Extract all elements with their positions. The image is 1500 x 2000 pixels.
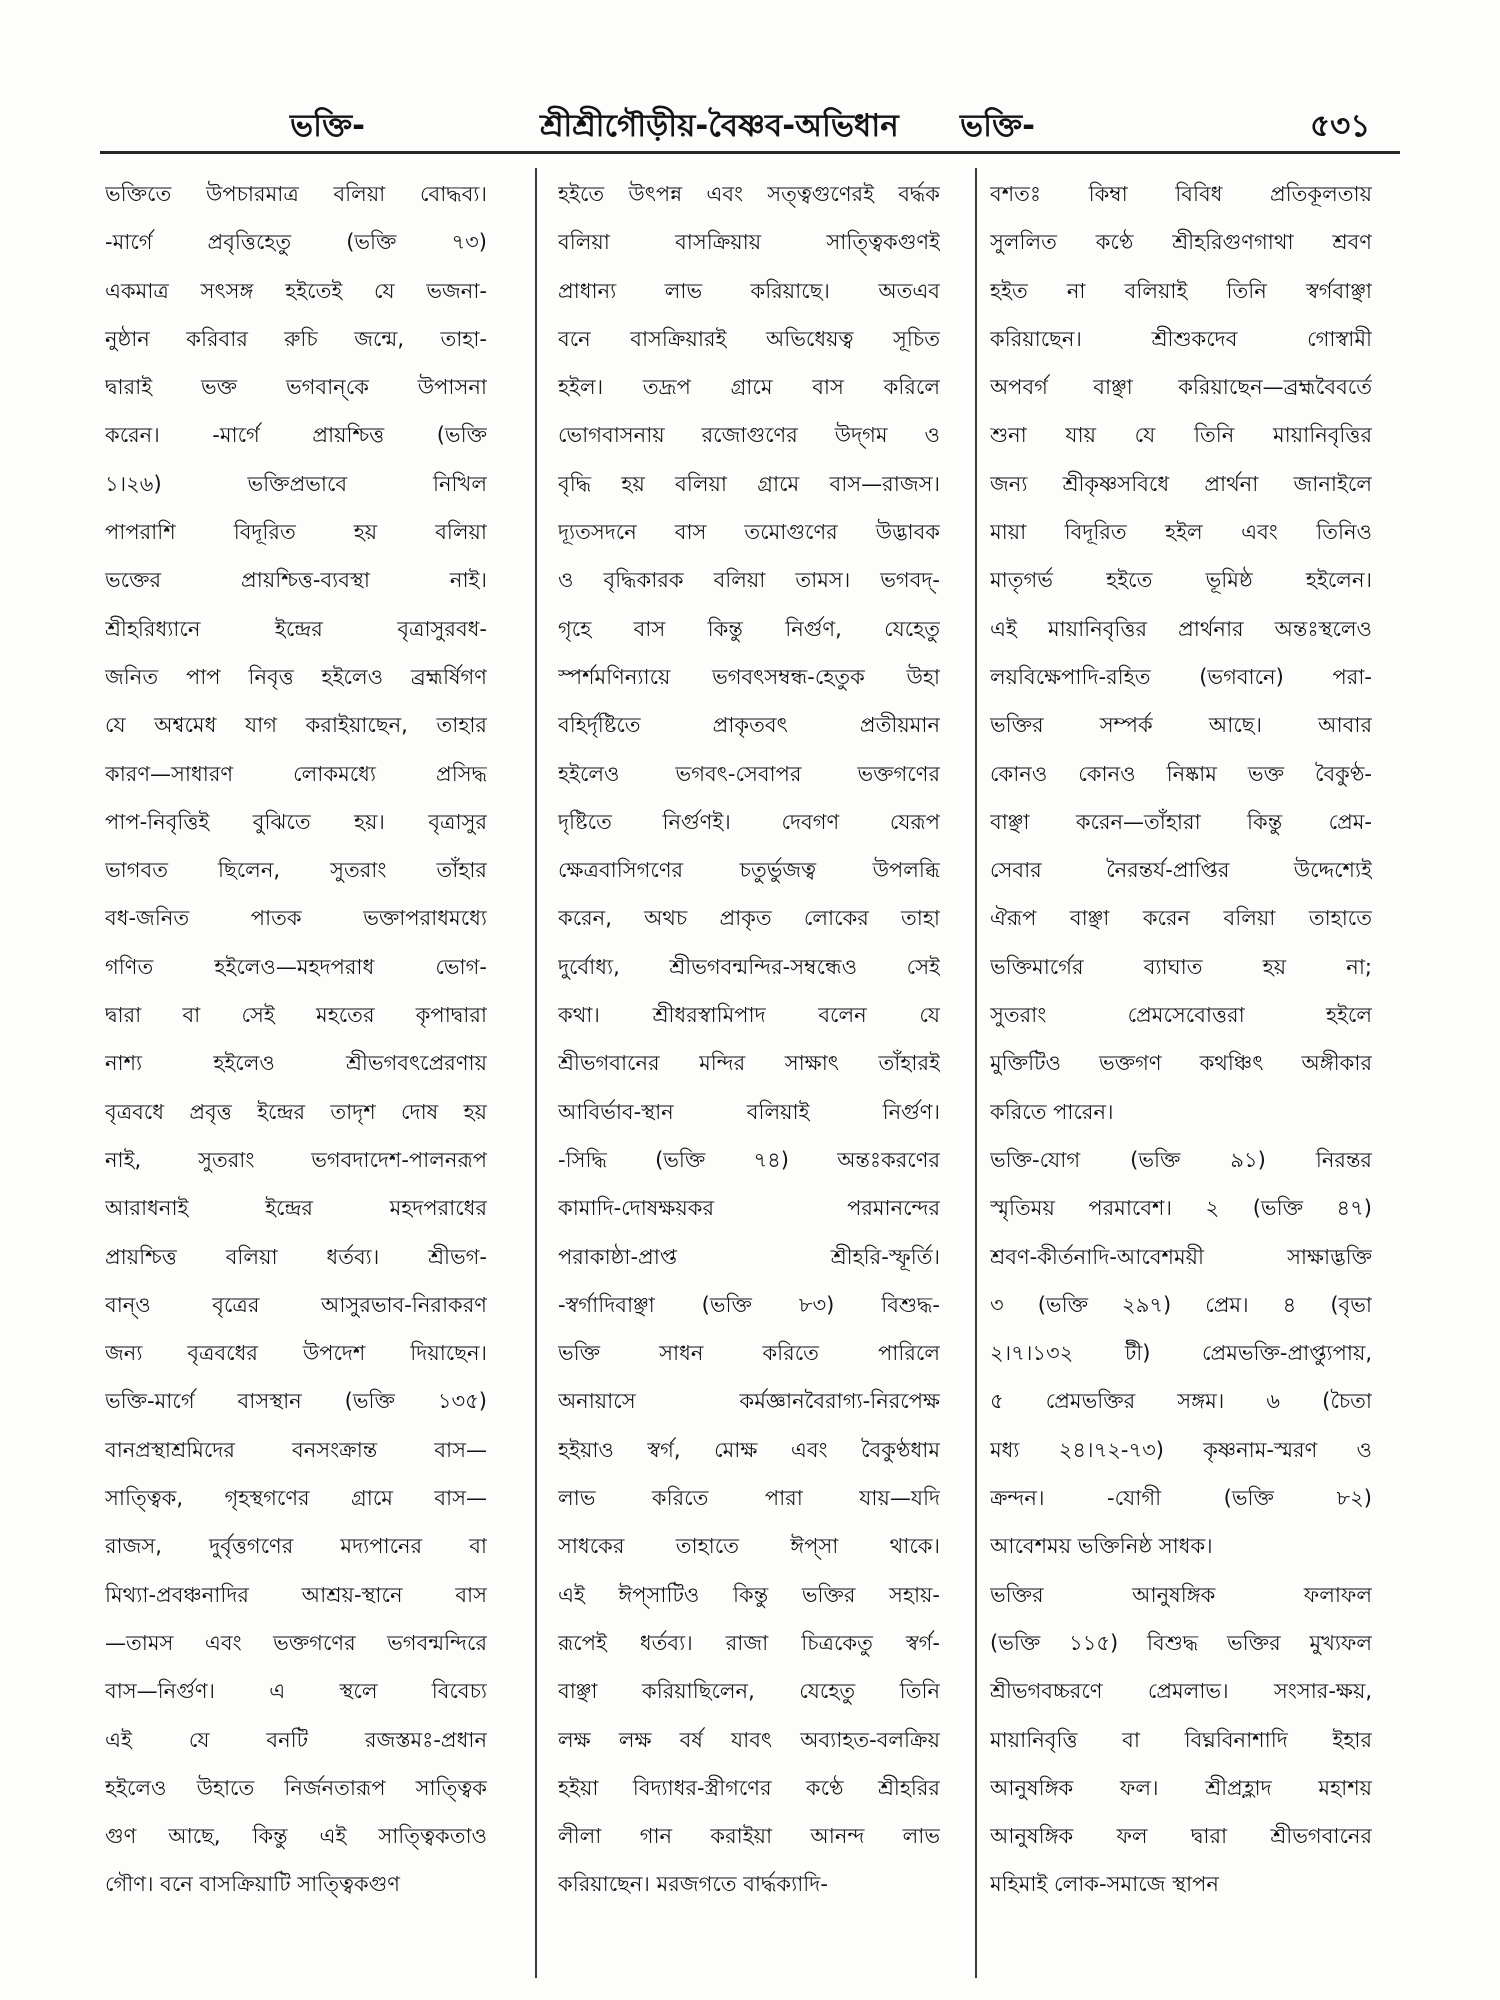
text-line: লাভ করিতে পারা যায়—যদি [558,1486,940,1511]
text-line: মধ্য ২৪।৭২-৭৩) কৃষ্ণনাম-স্মরণ ও [990,1437,1372,1462]
text-line: করিতে পারেন। [990,1099,1114,1124]
text-line: হইতে উৎপন্ন এবং সত্ত্বগুণেরই বর্দ্ধক [558,182,940,206]
text-line: নাশ্য হইলেও শ্রীভগবৎপ্রেরণায় [105,1051,487,1076]
text-line: হইলেও ভগবৎ-সেবাপর ভক্তগণের [558,761,940,786]
text-line: পাপরাশি বিদূরিত হয় বলিয়া [105,520,487,545]
text-line: করিয়াছেন। শ্রীশুকদেব গোস্বামী [990,326,1372,351]
text-line: দৃষ্টিতে নির্গুণই। দেবগণ যেরূপ [558,809,940,834]
page-header [90,88,1400,158]
text-line: মাতৃগর্ভ হইতে ভূমিষ্ঠ হইলেন। [990,568,1372,593]
text-line: বনে বাসক্রিয়ারই অভিধেয়ত্ব সূচিত [558,326,940,351]
text-line: বৃত্রবধে প্রবৃত্ত ইন্দ্রের তাদৃশ দোষ হয় [105,1099,487,1124]
text-line: জন্য বৃত্রবধের উপদেশ দিয়াছেন। [105,1341,487,1366]
text-line: ভক্তির আনুষঙ্গিক ফলাফল [990,1582,1372,1607]
text-line: আবেশময় ভক্তিনিষ্ঠ সাধক। [990,1534,1213,1559]
text-line: মায়া বিদূরিত হইল এবং তিনিও [990,520,1372,545]
text-line: জনিত পাপ নিবৃত্ত হইলেও ব্রহ্মর্ষিগণ [105,664,487,689]
text-line: করেন। -মার্গে প্রায়শ্চিত্ত (ভক্তি [105,423,487,448]
text-line: আনুষঙ্গিক ফল দ্বারা শ্রীভগবানের [990,1824,1372,1849]
text-line: শুনা যায় যে তিনি মায়ানিবৃত্তির [990,423,1372,448]
text-line: প্রায়শ্চিত্ত বলিয়া ধর্তব্য। শ্রীভগ- [105,1244,487,1269]
text-line: আরাধনাই ইন্দ্রের মহদপরাধের [105,1196,487,1221]
text-line: রাজস, দুর্বৃত্তগণের মদ্যপানের বা [105,1534,487,1559]
text-line: লক্ষ লক্ষ বর্ষ যাবৎ অব্যাহত-বলক্রিয় [558,1727,940,1752]
column-divider-2 [975,168,977,1978]
text-line: যে অশ্বমেধ যাগ করাইয়াছেন, তাহার [105,713,487,738]
text-line: শ্রীভগবানের মন্দির সাক্ষাৎ তাঁহারই [558,1051,940,1076]
page-number: ৫৩১ [1310,108,1371,144]
text-line: ভাগবত ছিলেন, সুতরাং তাঁহার [105,858,487,883]
text-line: নুষ্ঠান করিবার রুচি জন্মে, তাহা- [105,326,487,351]
text-line: (ভক্তি ১১৫) বিশুদ্ধ ভক্তির মুখ্যফল [990,1630,1372,1655]
text-line: সাধকের তাহাতে ঈপ্‌সা থাকে। [558,1534,940,1559]
text-line: ভক্তিতে উপচারমাত্র বলিয়া বোদ্ধব্য। [105,182,487,206]
text-line: ৫ প্রেমভক্তির সঙ্গম। ৬ (চৈতা [990,1389,1372,1414]
text-line: মায়ানিবৃত্তি বা বিঘ্নবিনাশাদি ইহার [990,1727,1372,1752]
text-line: হইত না বলিয়াই তিনি স্বর্গবাঞ্ছা [990,278,1372,303]
text-line: ও বৃদ্ধিকারক বলিয়া তামস। ভগবদ্- [558,568,940,593]
text-line: স্পর্শমণিন্যায়ে ভগবৎসম্বন্ধ-হেতুক উহা [558,664,940,689]
text-line: গুণ আছে, কিন্তু এই সাত্ত্বিকতাও [105,1824,487,1849]
text-line: লয়বিক্ষেপাদি-রহিত (ভগবানে) পরা- [990,664,1372,689]
text-line: বহির্দৃষ্টিতে প্রাকৃতবৎ প্রতীয়মান [558,713,940,738]
text-line: শ্রীভগবচ্চরণে প্রেমলাভ। সংসার-ক্ষয়, [990,1679,1372,1704]
text-line: হইয়া বিদ্যাধর-স্ত্রীগণের কণ্ঠে শ্রীহরির [558,1775,940,1800]
text-column-3 [990,170,1372,1909]
text-line: মহিমাই লোক-সমাজে স্থাপন [990,1872,1219,1897]
text-line: এই মায়ানিবৃত্তির প্রার্থনার অন্তঃস্থলেও [990,616,1372,641]
text-line: সুতরাং প্রেমসেবোত্তরা হইলে [990,1003,1372,1028]
text-line: ভক্তি-যোগ (ভক্তি ৯১) নিরন্তর [990,1147,1372,1172]
text-line: শ্রীহরিধ্যানে ইন্দ্রের বৃত্রাসুরবধ- [105,616,487,641]
text-line: সাত্ত্বিক, গৃহস্থগণের গ্রামে বাস— [105,1486,487,1511]
text-line: হইয়াও স্বর্গ, মোক্ষ এবং বৈকুণ্ঠধাম [558,1437,940,1462]
text-line: গৌণ। বনে বাসক্রিয়াটি সাত্ত্বিকগুণ [105,1872,400,1897]
text-line: লীলা গান করাইয়া আনন্দ লাভ [558,1824,940,1849]
text-line: এই যে বনটি রজস্তমঃ-প্রধান [105,1727,487,1752]
text-line: দুর্বোধ্য, শ্রীভগবন্মন্দির-সম্বন্ধেও সেই [558,954,940,979]
text-line: প্রাধান্য লাভ করিয়াছে। অতএব [558,278,940,303]
text-line: অপবর্গ বাঞ্ছা করিয়াছেন—ব্রহ্মবৈবর্তে [990,375,1372,400]
text-line: আবির্ভাব-স্থান বলিয়াই নির্গুণ। [558,1099,940,1124]
header-book-title: শ্রীশ্রীগৌড়ীয়-বৈষ্ণব-অভিধান [540,108,899,144]
text-line: ক্রন্দন। -যোগী (ভক্তি ৮২) [990,1486,1372,1511]
text-line: অনায়াসে কর্মজ্ঞানবৈরাগ্য-নিরপেক্ষ [558,1389,940,1414]
header-left-headword: ভক্তি- [290,108,365,144]
header-right-headword: ভক্তি- [960,108,1035,144]
text-line: গণিত হইলেও—মহদপরাধ ভোগ- [105,954,487,979]
text-line: ভক্তির সম্পর্ক আছে। আবার [990,713,1372,738]
text-line: ৩ (ভক্তি ২৯৭) প্রেম। ৪ (বৃভা [990,1292,1372,1317]
text-line: রূপেই ধর্তব্য। রাজা চিত্রকেতু স্বর্গ- [558,1630,940,1655]
text-line: এই ঈপ্‌সাটিও কিন্তু ভক্তির সহায়- [558,1582,940,1607]
text-line: -মার্গে প্রবৃত্তিহেতু (ভক্তি ৭৩) [105,230,487,255]
text-line: আনুষঙ্গিক ফল। শ্রীপ্রহ্লাদ মহাশয় [990,1775,1372,1800]
text-line: একমাত্র সৎসঙ্গ হইতেই যে ভজনা- [105,278,487,303]
text-line: নাই, সুতরাং ভগবদাদেশ-পালনরূপ [105,1147,487,1172]
text-line: গৃহে বাস কিন্তু নির্গুণ, যেহেতু [558,616,940,641]
text-line: সেবার নৈরন্তর্য-প্রাপ্তির উদ্দেশ্যেই [990,858,1372,883]
text-line: জন্য শ্রীকৃষ্ণসবিধে প্রার্থনা জানাইলে [990,471,1372,496]
text-column-2 [558,170,940,1909]
text-line: করিয়াছেন। মরজগতে বার্দ্ধক্যাদি- [558,1872,828,1897]
text-line: বাস—নির্গুণ। এ স্থলে বিবেচ্য [105,1679,487,1704]
text-line: বৃদ্ধি হয় বলিয়া গ্রামে বাস—রাজস। [558,471,940,496]
text-line: ভোগবাসনায় রজোগুণের উদ্‌গম ও [558,423,940,448]
text-line: হইলেও উহাতে নির্জনতারূপ সাত্ত্বিক [105,1775,487,1800]
header-rule [100,151,1400,154]
text-line: -সিদ্ধি (ভক্তি ৭৪) অন্তঃকরণের [558,1147,940,1172]
text-line: দ্বারাই ভক্ত ভগবান্‌কে উপাসনা [105,375,487,400]
text-line: শ্রবণ-কীর্তনাদি-আবেশময়ী সাক্ষাদ্ভক্তি [990,1244,1372,1269]
text-line: পরাকাষ্ঠা-প্রাপ্ত শ্রীহরি-স্ফূর্তি। [558,1244,940,1269]
text-line: বাঞ্ছা করিয়াছিলেন, যেহেতু তিনি [558,1679,940,1704]
text-line: বলিয়া বাসক্রিয়ায় সাত্ত্বিকগুণই [558,230,940,255]
text-line: পাপ-নিবৃত্তিই বুঝিতে হয়। বৃত্রাসুর [105,809,487,834]
text-line: ভক্তের প্রায়শ্চিত্ত-ব্যবস্থা নাই। [105,568,487,593]
text-line: করেন, অথচ প্রাকৃত লোকের তাহা [558,906,940,931]
text-line: বানপ্রস্থাশ্রমিদের বনসংক্রান্ত বাস— [105,1437,487,1462]
text-line: ভক্তি-মার্গে বাসস্থান (ভক্তি ১৩৫) [105,1389,487,1414]
text-line: দ্বারা বা সেই মহতের কৃপাদ্বারা [105,1003,487,1028]
text-line: -স্বর্গাদিবাঞ্ছা (ভক্তি ৮৩) বিশুদ্ধ- [558,1292,940,1317]
text-line: বান্‌ও বৃত্রের আসুরভাব-নিরাকরণ [105,1292,487,1317]
text-line: স্মৃতিময় পরমাবেশ। ২ (ভক্তি ৪৭) [990,1196,1372,1221]
text-line: কোনও কোনও নিষ্কাম ভক্ত বৈকুণ্ঠ- [990,761,1372,786]
text-line: ঐরূপ বাঞ্ছা করেন বলিয়া তাহাতে [990,906,1372,931]
text-line: ক্ষেত্রবাসিগণের চতুর্ভুজত্ব উপলব্ধি [558,858,940,883]
text-line: কামাদি-দোষক্ষয়কর পরমানন্দের [558,1196,940,1221]
text-line: ১।২৬) ভক্তিপ্রভাবে নিখিল [105,471,487,496]
text-line: কারণ—সাধারণ লোকমধ্যে প্রসিদ্ধ [105,761,487,786]
text-line: ভক্তিমার্গের ব্যাঘাত হয় না; [990,954,1372,979]
text-column-1 [105,170,487,1909]
column-divider-1 [535,168,537,1978]
text-line: ভক্তি সাধন করিতে পারিলে [558,1341,940,1366]
text-line: বাঞ্ছা করেন—তাঁহারা কিন্তু প্রেম- [990,809,1372,834]
text-line: ২।৭।১৩২ টী) প্রেমভক্তি-প্রাপ্ত্যুপায়, [990,1341,1372,1366]
text-line: —তামস এবং ভক্তগণের ভগবন্মন্দিরে [105,1630,487,1655]
text-line: হইল। তদ্রূপ গ্রামে বাস করিলে [558,375,940,400]
text-line: মুক্তিটিও ভক্তগণ কথঞ্চিৎ অঙ্গীকার [990,1051,1372,1076]
text-line: বশতঃ কিম্বা বিবিধ প্রতিকূলতায় [990,182,1372,206]
text-line: মিথ্যা-প্রবঞ্চনাদির আশ্রয়-স্থানে বাস [105,1582,487,1607]
text-line: কথা। শ্রীধরস্বামিপাদ বলেন যে [558,1003,940,1028]
text-line: দ্যূতসদনে বাস তমোগুণের উদ্ভাবক [558,520,940,545]
text-line: বধ-জনিত পাতক ভক্তাপরাধমধ্যে [105,906,487,931]
text-line: সুললিত কণ্ঠে শ্রীহরিগুণগাথা শ্রবণ [990,230,1372,255]
